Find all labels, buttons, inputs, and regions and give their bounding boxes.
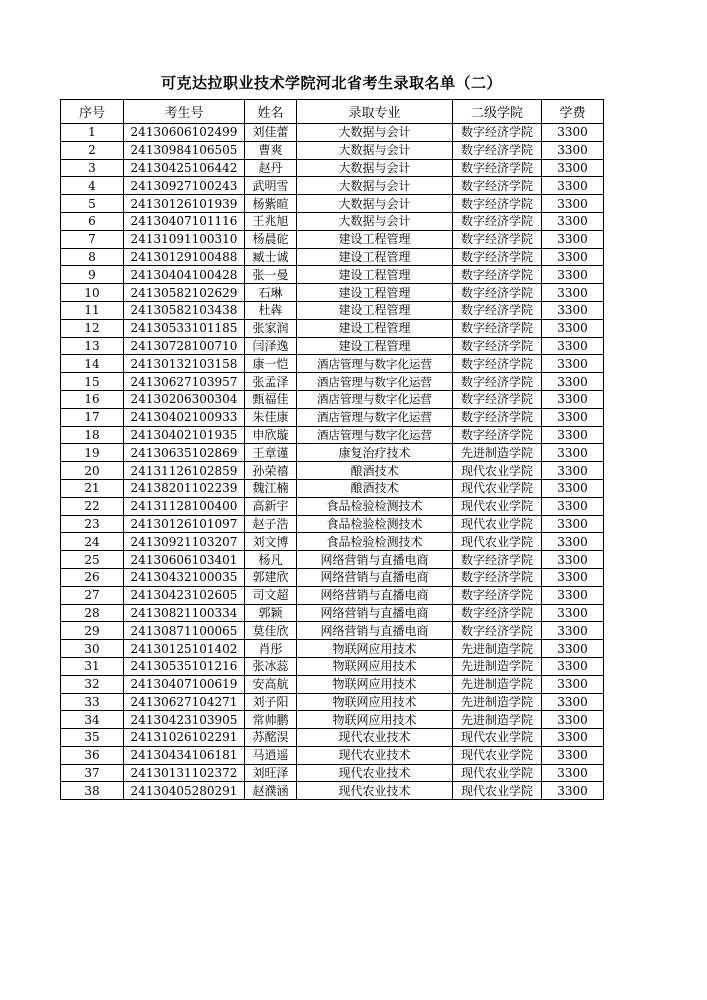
cell-college: 数字经济学院	[453, 177, 542, 195]
cell-fee: 3300	[542, 622, 604, 640]
cell-seq: 22	[61, 497, 124, 515]
table-row	[61, 124, 604, 142]
cell-fee: 3300	[542, 319, 604, 337]
table-row	[61, 586, 604, 604]
cell-fee: 3300	[542, 568, 604, 586]
cell-exam-no: 24130821100334	[124, 604, 245, 622]
cell-college: 数字经济学院	[453, 568, 542, 586]
table-row	[61, 764, 604, 782]
cell-fee: 3300	[542, 497, 604, 515]
cell-exam-no: 24130402100933	[124, 408, 245, 426]
table-row	[61, 355, 604, 373]
cell-seq: 29	[61, 622, 124, 640]
table-row	[61, 195, 604, 213]
cell-fee: 3300	[542, 444, 604, 462]
cell-major: 现代农业技术	[297, 764, 453, 782]
cell-college: 数字经济学院	[453, 248, 542, 266]
cell-seq: 4	[61, 177, 124, 195]
cell-name: 赵濮涵	[245, 782, 297, 800]
cell-fee: 3300	[542, 729, 604, 747]
cell-college: 数字经济学院	[453, 408, 542, 426]
cell-major: 网络营销与直播电商	[297, 604, 453, 622]
cell-name: 肖彤	[245, 640, 297, 658]
cell-exam-no: 24130728100710	[124, 337, 245, 355]
header-name: 姓名	[245, 100, 297, 124]
cell-name: 刘文博	[245, 533, 297, 551]
cell-name: 甄福佳	[245, 390, 297, 408]
cell-fee: 3300	[542, 640, 604, 658]
cell-seq: 25	[61, 551, 124, 569]
cell-seq: 13	[61, 337, 124, 355]
cell-college: 数字经济学院	[453, 390, 542, 408]
cell-college: 现代农业学院	[453, 515, 542, 533]
cell-major: 酒店管理与数字化运营	[297, 355, 453, 373]
cell-name: 郭颖	[245, 604, 297, 622]
cell-major: 康复治疗技术	[297, 444, 453, 462]
cell-seq: 20	[61, 462, 124, 480]
table-row	[61, 568, 604, 586]
cell-fee: 3300	[542, 266, 604, 284]
cell-fee: 3300	[542, 337, 604, 355]
cell-exam-no: 24130606103401	[124, 551, 245, 569]
cell-exam-no: 24130405280291	[124, 782, 245, 800]
admission-table	[60, 99, 604, 800]
cell-college: 现代农业学院	[453, 729, 542, 747]
cell-name: 王兆旭	[245, 212, 297, 230]
cell-fee: 3300	[542, 230, 604, 248]
cell-college: 数字经济学院	[453, 426, 542, 444]
table-row	[61, 533, 604, 551]
header-exam-no: 考生号	[124, 100, 245, 124]
cell-college: 数字经济学院	[453, 159, 542, 177]
cell-name: 刘子阳	[245, 693, 297, 711]
cell-exam-no: 24130129100488	[124, 248, 245, 266]
cell-seq: 33	[61, 693, 124, 711]
cell-major: 现代农业技术	[297, 729, 453, 747]
cell-exam-no: 24130921103207	[124, 533, 245, 551]
cell-fee: 3300	[542, 533, 604, 551]
cell-seq: 17	[61, 408, 124, 426]
cell-exam-no: 24130627104271	[124, 693, 245, 711]
cell-college: 现代农业学院	[453, 479, 542, 497]
cell-name: 曹爽	[245, 141, 297, 159]
cell-college: 现代农业学院	[453, 462, 542, 480]
cell-exam-no: 24130627103957	[124, 373, 245, 391]
table-row	[61, 729, 604, 747]
cell-name: 魏江楠	[245, 479, 297, 497]
table-row	[61, 319, 604, 337]
table-row	[61, 675, 604, 693]
header-major: 录取专业	[297, 100, 453, 124]
cell-name: 张冰蕊	[245, 657, 297, 675]
table-row	[61, 284, 604, 302]
cell-seq: 28	[61, 604, 124, 622]
cell-exam-no: 24130871100065	[124, 622, 245, 640]
cell-seq: 3	[61, 159, 124, 177]
cell-college: 先进制造学院	[453, 693, 542, 711]
cell-seq: 9	[61, 266, 124, 284]
cell-college: 现代农业学院	[453, 746, 542, 764]
cell-exam-no: 24131128100400	[124, 497, 245, 515]
cell-name: 刘佳蕾	[245, 124, 297, 142]
cell-seq: 21	[61, 479, 124, 497]
cell-fee: 3300	[542, 764, 604, 782]
table-header-row	[61, 100, 604, 124]
table-row	[61, 390, 604, 408]
cell-major: 大数据与会计	[297, 212, 453, 230]
cell-exam-no: 24130125101402	[124, 640, 245, 658]
cell-college: 数字经济学院	[453, 604, 542, 622]
cell-fee: 3300	[542, 604, 604, 622]
cell-fee: 3300	[542, 124, 604, 142]
cell-exam-no: 24130126101939	[124, 195, 245, 213]
cell-college: 数字经济学院	[453, 230, 542, 248]
cell-major: 网络营销与直播电商	[297, 568, 453, 586]
cell-fee: 3300	[542, 212, 604, 230]
cell-seq: 16	[61, 390, 124, 408]
cell-seq: 34	[61, 711, 124, 729]
cell-fee: 3300	[542, 462, 604, 480]
cell-seq: 32	[61, 675, 124, 693]
cell-exam-no: 24130126101097	[124, 515, 245, 533]
cell-seq: 38	[61, 782, 124, 800]
cell-major: 食品检验检测技术	[297, 515, 453, 533]
cell-major: 建设工程管理	[297, 319, 453, 337]
cell-fee: 3300	[542, 177, 604, 195]
cell-name: 杜犇	[245, 301, 297, 319]
cell-seq: 2	[61, 141, 124, 159]
cell-exam-no: 24130423102605	[124, 586, 245, 604]
cell-college: 先进制造学院	[453, 657, 542, 675]
cell-name: 杨晨砣	[245, 230, 297, 248]
cell-fee: 3300	[542, 195, 604, 213]
table-row	[61, 426, 604, 444]
cell-fee: 3300	[542, 284, 604, 302]
cell-exam-no: 24130407100619	[124, 675, 245, 693]
table-row	[61, 301, 604, 319]
cell-name: 常帅鹏	[245, 711, 297, 729]
cell-major: 酒店管理与数字化运营	[297, 426, 453, 444]
cell-name: 张孟泽	[245, 373, 297, 391]
cell-major: 食品检验检测技术	[297, 533, 453, 551]
cell-major: 酒店管理与数字化运营	[297, 390, 453, 408]
table-row	[61, 373, 604, 391]
cell-name: 赵丹	[245, 159, 297, 177]
cell-seq: 7	[61, 230, 124, 248]
cell-college: 现代农业学院	[453, 497, 542, 515]
cell-exam-no: 24131026102291	[124, 729, 245, 747]
cell-college: 数字经济学院	[453, 141, 542, 159]
table-row	[61, 693, 604, 711]
cell-seq: 1	[61, 124, 124, 142]
table-row	[61, 248, 604, 266]
cell-college: 数字经济学院	[453, 355, 542, 373]
cell-seq: 14	[61, 355, 124, 373]
cell-college: 数字经济学院	[453, 337, 542, 355]
cell-fee: 3300	[542, 515, 604, 533]
cell-major: 大数据与会计	[297, 195, 453, 213]
cell-seq: 5	[61, 195, 124, 213]
cell-college: 数字经济学院	[453, 622, 542, 640]
table-row	[61, 230, 604, 248]
cell-major: 网络营销与直播电商	[297, 551, 453, 569]
cell-fee: 3300	[542, 657, 604, 675]
cell-major: 大数据与会计	[297, 159, 453, 177]
cell-exam-no: 24130132103158	[124, 355, 245, 373]
table-row	[61, 515, 604, 533]
cell-major: 建设工程管理	[297, 284, 453, 302]
cell-seq: 23	[61, 515, 124, 533]
cell-fee: 3300	[542, 373, 604, 391]
table-row	[61, 657, 604, 675]
cell-exam-no: 24130535101216	[124, 657, 245, 675]
cell-exam-no: 24130402101935	[124, 426, 245, 444]
cell-college: 先进制造学院	[453, 711, 542, 729]
cell-name: 刘旺泽	[245, 764, 297, 782]
cell-fee: 3300	[542, 551, 604, 569]
table-body	[61, 124, 604, 800]
cell-fee: 3300	[542, 782, 604, 800]
cell-exam-no: 24130582102629	[124, 284, 245, 302]
cell-major: 建设工程管理	[297, 301, 453, 319]
cell-fee: 3300	[542, 479, 604, 497]
cell-exam-no: 24131126102859	[124, 462, 245, 480]
cell-name: 石琳	[245, 284, 297, 302]
cell-major: 酒店管理与数字化运营	[297, 373, 453, 391]
cell-exam-no: 24130635102869	[124, 444, 245, 462]
cell-fee: 3300	[542, 159, 604, 177]
table-row	[61, 746, 604, 764]
cell-college: 数字经济学院	[453, 212, 542, 230]
table-row	[61, 479, 604, 497]
cell-seq: 36	[61, 746, 124, 764]
cell-exam-no: 24130425106442	[124, 159, 245, 177]
cell-college: 现代农业学院	[453, 782, 542, 800]
cell-fee: 3300	[542, 693, 604, 711]
cell-major: 大数据与会计	[297, 177, 453, 195]
cell-seq: 12	[61, 319, 124, 337]
cell-seq: 10	[61, 284, 124, 302]
cell-seq: 31	[61, 657, 124, 675]
cell-exam-no: 24130582103438	[124, 301, 245, 319]
cell-major: 网络营销与直播电商	[297, 586, 453, 604]
cell-major: 酒店管理与数字化运营	[297, 408, 453, 426]
cell-college: 现代农业学院	[453, 764, 542, 782]
cell-major: 建设工程管理	[297, 337, 453, 355]
cell-college: 数字经济学院	[453, 301, 542, 319]
cell-major: 建设工程管理	[297, 230, 453, 248]
cell-seq: 24	[61, 533, 124, 551]
cell-exam-no: 24130206300304	[124, 390, 245, 408]
table-row	[61, 444, 604, 462]
cell-fee: 3300	[542, 390, 604, 408]
cell-name: 赵子浩	[245, 515, 297, 533]
table-row	[61, 212, 604, 230]
cell-name: 司文超	[245, 586, 297, 604]
cell-college: 先进制造学院	[453, 640, 542, 658]
cell-name: 郭建欣	[245, 568, 297, 586]
cell-major: 大数据与会计	[297, 141, 453, 159]
cell-name: 苏酩淏	[245, 729, 297, 747]
cell-exam-no: 24130434106181	[124, 746, 245, 764]
cell-college: 数字经济学院	[453, 266, 542, 284]
cell-major: 物联网应用技术	[297, 675, 453, 693]
cell-fee: 3300	[542, 426, 604, 444]
cell-fee: 3300	[542, 675, 604, 693]
cell-name: 杨凡	[245, 551, 297, 569]
cell-college: 先进制造学院	[453, 675, 542, 693]
cell-major: 大数据与会计	[297, 124, 453, 142]
cell-name: 武明雪	[245, 177, 297, 195]
table-row	[61, 177, 604, 195]
cell-seq: 30	[61, 640, 124, 658]
cell-major: 物联网应用技术	[297, 640, 453, 658]
cell-exam-no: 24130423103905	[124, 711, 245, 729]
table-row	[61, 408, 604, 426]
table-row	[61, 462, 604, 480]
cell-exam-no: 24130432100035	[124, 568, 245, 586]
table-row	[61, 141, 604, 159]
cell-fee: 3300	[542, 355, 604, 373]
table-row	[61, 711, 604, 729]
cell-major: 网络营销与直播电商	[297, 622, 453, 640]
cell-seq: 18	[61, 426, 124, 444]
cell-fee: 3300	[542, 586, 604, 604]
cell-major: 现代农业技术	[297, 746, 453, 764]
cell-name: 莫佳欣	[245, 622, 297, 640]
cell-exam-no: 24130533101185	[124, 319, 245, 337]
cell-major: 酿酒技术	[297, 479, 453, 497]
cell-name: 高新宇	[245, 497, 297, 515]
cell-exam-no: 24130606102499	[124, 124, 245, 142]
cell-fee: 3300	[542, 408, 604, 426]
table-row	[61, 782, 604, 800]
cell-fee: 3300	[542, 248, 604, 266]
cell-college: 数字经济学院	[453, 551, 542, 569]
cell-name: 孙荣禧	[245, 462, 297, 480]
cell-exam-no: 24130131102372	[124, 764, 245, 782]
header-seq: 序号	[61, 100, 124, 124]
cell-name: 申欣璇	[245, 426, 297, 444]
cell-college: 数字经济学院	[453, 373, 542, 391]
table-row	[61, 337, 604, 355]
cell-fee: 3300	[542, 301, 604, 319]
cell-major: 食品检验检测技术	[297, 497, 453, 515]
cell-name: 安高航	[245, 675, 297, 693]
cell-fee: 3300	[542, 711, 604, 729]
cell-name: 杨紫暄	[245, 195, 297, 213]
cell-name: 闫泽逸	[245, 337, 297, 355]
cell-college: 数字经济学院	[453, 284, 542, 302]
cell-name: 臧士诚	[245, 248, 297, 266]
cell-exam-no: 24130407101116	[124, 212, 245, 230]
cell-name: 王章谨	[245, 444, 297, 462]
cell-seq: 37	[61, 764, 124, 782]
cell-major: 物联网应用技术	[297, 693, 453, 711]
cell-college: 数字经济学院	[453, 195, 542, 213]
cell-college: 数字经济学院	[453, 319, 542, 337]
cell-seq: 19	[61, 444, 124, 462]
table-row	[61, 551, 604, 569]
cell-exam-no: 24138201102239	[124, 479, 245, 497]
cell-major: 现代农业技术	[297, 782, 453, 800]
cell-seq: 6	[61, 212, 124, 230]
cell-seq: 15	[61, 373, 124, 391]
cell-name: 康一恺	[245, 355, 297, 373]
cell-exam-no: 24131091100310	[124, 230, 245, 248]
cell-name: 张家润	[245, 319, 297, 337]
cell-exam-no: 24130404100428	[124, 266, 245, 284]
cell-name: 朱佳康	[245, 408, 297, 426]
cell-college: 现代农业学院	[453, 533, 542, 551]
table-row	[61, 497, 604, 515]
table-row	[61, 159, 604, 177]
cell-fee: 3300	[542, 141, 604, 159]
cell-major: 建设工程管理	[297, 266, 453, 284]
cell-major: 物联网应用技术	[297, 711, 453, 729]
table-row	[61, 604, 604, 622]
cell-seq: 35	[61, 729, 124, 747]
table-row	[61, 622, 604, 640]
header-fee: 学费	[542, 100, 604, 124]
cell-name: 张一曼	[245, 266, 297, 284]
cell-major: 物联网应用技术	[297, 657, 453, 675]
cell-major: 建设工程管理	[297, 248, 453, 266]
cell-exam-no: 24130984106505	[124, 141, 245, 159]
cell-college: 先进制造学院	[453, 444, 542, 462]
cell-name: 马逍遥	[245, 746, 297, 764]
cell-major: 酿酒技术	[297, 462, 453, 480]
table-row	[61, 266, 604, 284]
table-row	[61, 640, 604, 658]
cell-exam-no: 24130927100243	[124, 177, 245, 195]
header-college: 二级学院	[453, 100, 542, 124]
cell-college: 数字经济学院	[453, 124, 542, 142]
page-title: 可克达拉职业技术学院河北省考生录取名单（二）	[160, 74, 502, 92]
cell-college: 数字经济学院	[453, 586, 542, 604]
cell-fee: 3300	[542, 746, 604, 764]
cell-seq: 27	[61, 586, 124, 604]
cell-seq: 11	[61, 301, 124, 319]
cell-seq: 8	[61, 248, 124, 266]
cell-seq: 26	[61, 568, 124, 586]
